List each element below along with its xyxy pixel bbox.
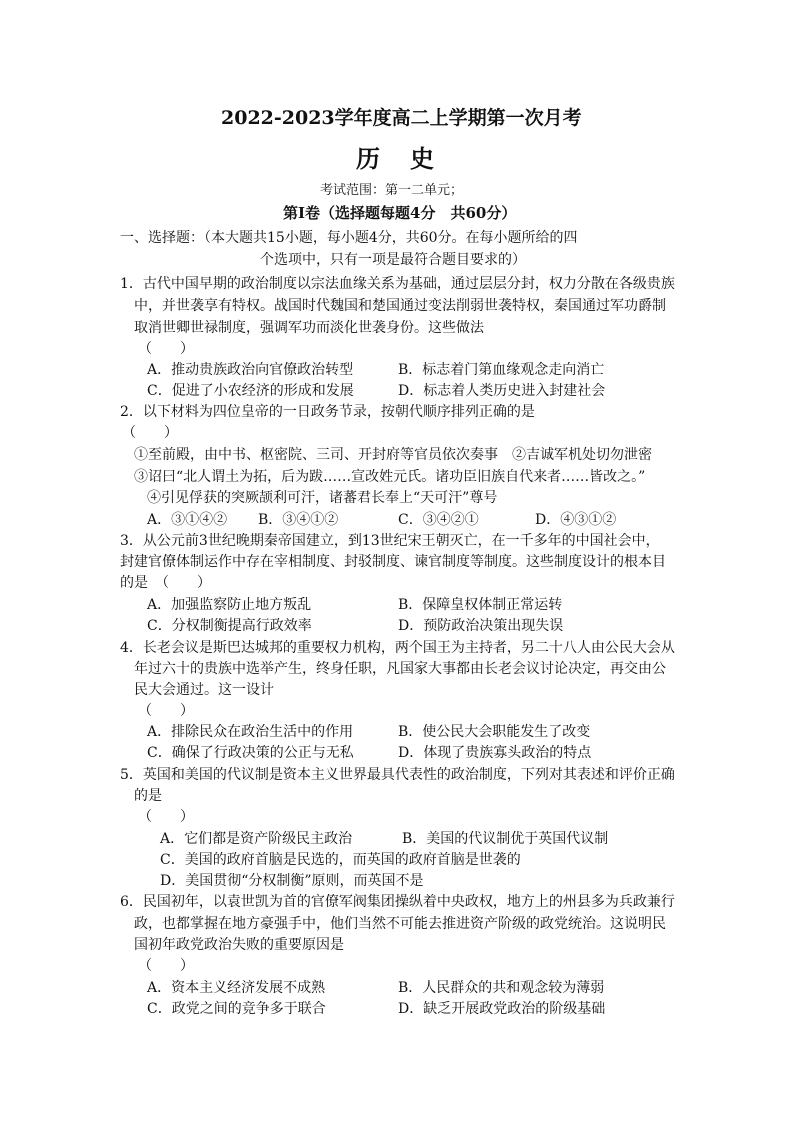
question-6-option-d[interactable]: D．缺乏开展政党政治的阶级基础 xyxy=(398,1001,606,1017)
exam-scope: 考试范围：第一二单元； xyxy=(320,183,464,198)
question-4-line-1: 4．长老会议是斯巴达城邦的重要权力机构，两个国王为主持者，另二十八人由公民大会从 xyxy=(120,640,675,656)
question-5-option-c[interactable]: C．美国的政府首脑是民选的，而英国的政府首脑是世袭的 xyxy=(160,852,521,868)
question-1-option-a[interactable]: A．推动贵族政治向官僚政治转型 xyxy=(147,362,354,378)
section-title: 第Ⅰ卷（选择题每题4分 共60分） xyxy=(283,204,517,222)
question-5-line-1: 5．英国和美国的代议制是资本主义世界最具代表性的政治制度，下列对其表述和评价正确 xyxy=(120,767,675,783)
question-1-option-b[interactable]: B．标志着门第血缘观念走向消亡 xyxy=(398,362,605,378)
question-2-option-c[interactable]: C．③④②① xyxy=(398,512,479,528)
question-2-option-b[interactable]: B．③④①② xyxy=(258,512,339,528)
instructions-line-1: 一、选择题：（本大题共15小题，每小题4分，共60分。在每小题所给的四 xyxy=(120,230,578,246)
question-6-line-3: 国初年政党政治失败的重要原因是 xyxy=(134,937,344,953)
question-6-option-b[interactable]: B．人民群众的共和观念较为薄弱 xyxy=(398,980,605,996)
question-2-option-a[interactable]: A．③①④② xyxy=(147,512,228,528)
subject-char-1: 历 xyxy=(356,144,380,173)
exam-title: 2022-2023学年度高二上学期第一次月考 xyxy=(221,107,582,129)
question-5-option-a[interactable]: A．它们都是资产阶级民主政治 xyxy=(160,831,353,847)
question-4-option-c[interactable]: C．确保了行政决策的公正与无私 xyxy=(147,745,354,761)
question-5-option-b[interactable]: B．美国的代议制优于英国代议制 xyxy=(402,831,609,847)
question-4-line-2: 年过六十的贵族中选举产生，终身任职，凡国家大事都由长老会议讨论决定，再交由公 xyxy=(134,661,666,677)
question-4-option-d[interactable]: D．体现了贵族寡头政治的特点 xyxy=(398,745,592,761)
question-2-material-3: ④引见俘获的突厥颉利可汗，诸蕃君长奉上“天可汗”尊号 xyxy=(147,490,498,506)
question-3-option-a[interactable]: A．加强监察防止地方叛乱 xyxy=(147,597,312,613)
instructions-line-2: 个选项中，只有一项是最符合题目要求的） xyxy=(260,252,526,268)
question-6-option-a[interactable]: A．资本主义经济发展不成熟 xyxy=(147,980,326,996)
question-3-option-d[interactable]: D．预防政治决策出现失误 xyxy=(398,618,564,634)
question-1-line-2: 中，并世袭享有特权。战国时代魏国和楚国通过变法削弱世袭特权，秦国通过军功爵制 xyxy=(134,298,666,314)
question-2-line-1: 2．以下材料为四位皇帝的一日政务节录，按朝代顺序排列正确的是 xyxy=(120,404,535,420)
question-1-line-1: 1．古代中国早期的政治制度以宗法血缘关系为基础，通过层层分封，权力分散在各级贵族 xyxy=(120,276,675,292)
question-4-option-a[interactable]: A．排除民众在政治生活中的作用 xyxy=(147,724,354,740)
question-6-answer-blank: （ ） xyxy=(138,958,194,974)
question-5-line-2: 的是 xyxy=(134,788,162,804)
question-3-option-b[interactable]: B．保障皇权体制正常运转 xyxy=(398,597,563,613)
subject-char-2: 史 xyxy=(410,144,434,173)
question-5-answer-blank: （ ） xyxy=(138,809,194,825)
question-2-material-2: ③诏曰“北人谓土为拓，后为跋……宣改姓元氏。诸功臣旧族自代来者……皆改之。” xyxy=(134,469,646,485)
question-6-line-1: 6．民国初年，以袁世凯为首的官僚军阀集团操纵着中央政权，地方上的州县多为兵政兼行 xyxy=(120,894,675,910)
question-5-option-d[interactable]: D．美国贯彻“分权制衡”原则，而英国不是 xyxy=(160,873,424,889)
question-2-option-d[interactable]: D．④③①② xyxy=(535,512,617,528)
question-4-option-b[interactable]: B．使公民大会职能发生了改变 xyxy=(398,724,591,740)
question-1-option-d[interactable]: D．标志着人类历史进入封建社会 xyxy=(398,383,606,399)
question-3-line-1: 3．从公元前3世纪晚期秦帝国建立，到13世纪宋王朝灭亡，在一千多年的中国社会中， xyxy=(120,533,660,549)
question-3-line-2: 封建官僚体制运作中存在宰相制度、封驳制度、谏官制度等制度。这些制度设计的根本目 xyxy=(120,554,666,570)
question-3-option-c[interactable]: C．分权制衡提高行政效率 xyxy=(147,618,312,634)
question-1-answer-blank: （ ） xyxy=(138,341,194,357)
question-6-option-c[interactable]: C．政党之间的竞争多于联合 xyxy=(147,1001,326,1017)
question-1-line-3: 取消世卿世禄制度，强调军功而淡化世袭身份。这些做法 xyxy=(134,320,484,336)
question-4-answer-blank: （ ） xyxy=(138,703,194,719)
question-2-answer-blank: （ ） xyxy=(122,425,178,441)
question-4-line-3: 民大会通过。这一设计 xyxy=(134,682,274,698)
question-3-line-3: 的是 （ ） xyxy=(120,575,211,591)
question-1-option-c[interactable]: C．促进了小农经济的形成和发展 xyxy=(147,383,354,399)
question-2-material-1: ①至前殿，由中书、枢密院、三司、开封府等官员依次奏事 ②吉诚军机处切勿泄密 xyxy=(134,447,652,463)
question-6-line-2: 政，也都掌握在地方豪强手中，他们当然不可能去推进资产阶级的政党统治。这说明民 xyxy=(134,916,666,932)
